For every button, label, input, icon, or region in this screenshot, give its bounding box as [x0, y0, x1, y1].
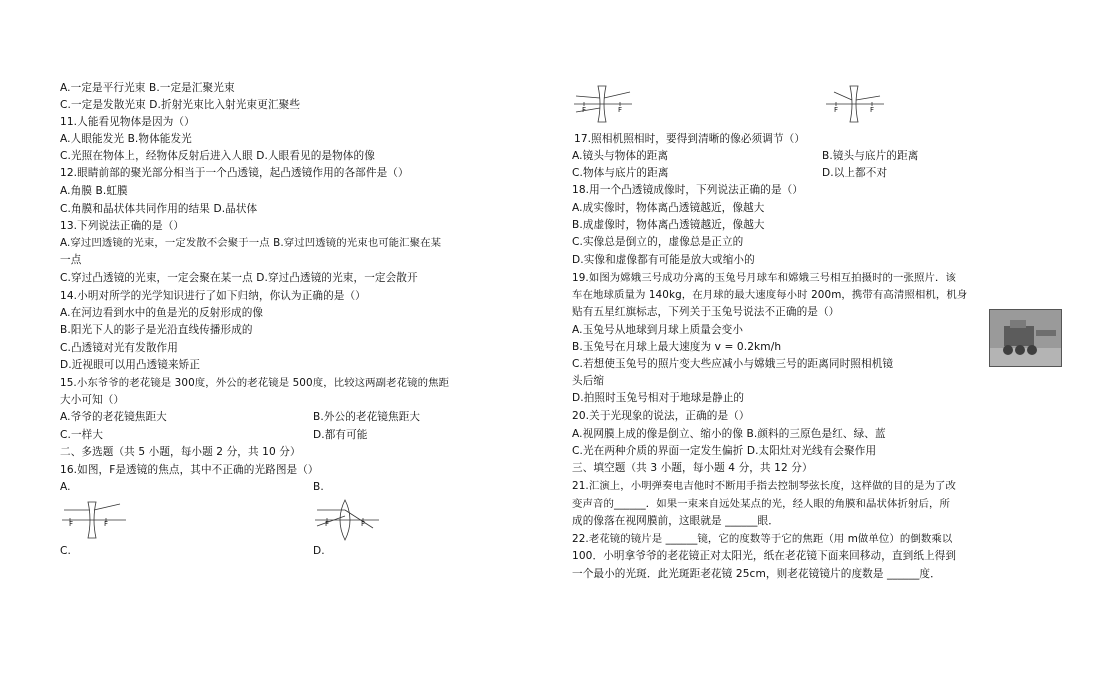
text-line: 贴有五星红旗标志，下列关于玉兔号说法不正确的是（）: [572, 306, 840, 318]
text-line: A.在河边看到水中的鱼是光的反射形成的像: [60, 307, 264, 319]
text-line: C.若想使玉兔号的照片变大些应减小与嫦娥三号的距离同时照相机镜: [572, 358, 894, 370]
section-heading-multiple-choice: 二、多选题（共 5 小题，每小题 2 分，共 10 分）: [60, 446, 301, 458]
focus-label: F: [104, 520, 109, 528]
q15-option-a: A.爷爷的老花镜焦距大: [60, 411, 167, 423]
text-line: A.角膜 B.虹膜: [60, 185, 128, 197]
question-12-stem: 12.眼睛前部的聚光部分相当于一个凸透镜，起凸透镜作用的各部件是（）: [60, 167, 409, 179]
q16-label-a: A.: [60, 481, 71, 493]
text-line: B.玉兔号在月球上最大速度为 v = 0.2km/h: [572, 341, 782, 353]
text-line: A.一定是平行光束 B.一定是汇聚光束: [60, 82, 235, 94]
focus-label: F: [834, 106, 839, 114]
question-18-stem: 18.用一个凸透镜成像时，下列说法正确的是（）: [572, 184, 804, 196]
question-15-stem: 15.小东爷爷的老花镜是 300度，外公的老花镜是 500度，比较这两副老花镜的焦距: [60, 377, 450, 389]
text-line: 大小可知（）: [60, 394, 125, 406]
text-line: 车在地球质量为 140kg，在月球的最大速度每小时 200m，携带有高清照相机，机身: [572, 289, 968, 301]
q16-figure-b: [313, 496, 383, 544]
section-heading-fill-in: 三、填空题（共 3 小题，每小题 4 分，共 12 分）: [572, 462, 813, 474]
text-line: 头后缩: [572, 375, 605, 387]
focus-label: F: [582, 106, 587, 114]
q15-option-b: B.外公的老花镜焦距大: [313, 411, 421, 423]
focus-label: F: [870, 106, 875, 114]
question-14-stem: 14.小明对所学的光学知识进行了如下归纳，你认为正确的是（）: [60, 290, 366, 302]
focus-label: F: [361, 520, 366, 528]
question-22-stem: 22.老花镜的镜片是 ______镜，它的度数等于它的焦距（用 m做单位）的倒数乘以: [572, 533, 953, 545]
q16-figure-d-diagram: [824, 82, 888, 126]
text-line: 100．小明拿爷爷的老花镜正对太阳光，纸在老花镜下面来回移动，直到纸上得到: [572, 550, 957, 562]
text-line: D.拍照时玉兔号相对于地球是静止的: [572, 392, 745, 404]
question-19-stem: 19.如图为嫦娥三号成功分离的玉兔号月球车和嫦娥三号相互拍摄时的一张照片．该: [572, 272, 956, 284]
text-line: A.穿过凹透镜的光束，一定发散不会聚于一点 B.穿过凹透镜的光束也可能汇聚在某: [60, 237, 442, 249]
focus-label: F: [69, 520, 74, 528]
text-line: A.人眼能发光 B.物体能发光: [60, 133, 192, 145]
question-16-stem: 16.如图，F是透镜的焦点，其中不正确的光路图是（）: [60, 464, 319, 476]
text-line: C.凸透镜对光有发散作用: [60, 342, 178, 354]
question-13-stem: 13.下列说法正确的是（）: [60, 220, 185, 232]
q15-option-c: C.一样大: [60, 429, 104, 441]
q15-option-d: D.都有可能: [313, 429, 368, 441]
text-line: C.实像总是倒立的，虚像总是正立的: [572, 236, 744, 248]
rover-photo: [989, 309, 1062, 367]
text-line: C.穿过凸透镜的光束，一定会聚在某一点 D.穿过凸透镜的光束，一定会散开: [60, 272, 418, 284]
q16-label-b: B.: [313, 481, 324, 493]
q17-option-c: C.物体与底片的距离: [572, 167, 669, 179]
text-line: A.成实像时，物体离凸透镜越近，像越大: [572, 202, 765, 214]
text-line: 变声音的______．如果一束来自远处某点的光，经人眼的角膜和晶状体折射后，所: [572, 498, 950, 510]
text-line: 成的像落在视网膜前，这眼就是 ______眼．: [572, 515, 779, 527]
focus-label: F: [325, 520, 330, 528]
question-17-stem: 17.照相机照相时，要得到清晰的像必须调节（）: [574, 133, 806, 145]
q16-figure-a: [60, 496, 130, 544]
text-line: C.光照在物体上，经物体反射后进入人眼 D.人眼看见的是物体的像: [60, 150, 375, 162]
q16-label-c: C.: [60, 545, 71, 557]
question-11-stem: 11.人能看见物体是因为（）: [60, 116, 195, 128]
text-line: C.一定是发散光束 D.折射光束比入射光束更汇聚些: [60, 99, 301, 111]
text-line: D.近视眼可以用凸透镜来矫正: [60, 359, 201, 371]
q17-option-d: D.以上都不对: [822, 167, 888, 179]
text-line: A.玉兔号从地球到月球上质量会变小: [572, 324, 744, 336]
text-line: 一点: [60, 254, 82, 266]
question-20-stem: 20.关于光现象的说法，正确的是（）: [572, 410, 750, 422]
text-line: A.视网膜上成的像是倒立、缩小的像 B.颜料的三原色是红、绿、蓝: [572, 428, 886, 440]
q16-figure-c-diagram: [572, 82, 636, 126]
focus-label: F: [618, 106, 623, 114]
text-line: D.实像和虚像都有可能是放大或缩小的: [572, 254, 755, 266]
q17-option-a: A.镜头与物体的距离: [572, 150, 669, 162]
text-line: B.成虚像时，物体离凸透镜越近，像越大: [572, 219, 765, 231]
q17-option-b: B.镜头与底片的距离: [822, 150, 919, 162]
text-line: B.阳光下人的影子是光沿直线传播形成的: [60, 324, 253, 336]
text-line: C.角膜和晶状体共同作用的结果 D.晶状体: [60, 203, 258, 215]
text-line: 一个最小的光斑．此光斑距老花镜 25cm，则老花镜镜片的度数是 ______度．: [572, 568, 941, 580]
question-21-stem: 21.汇演上，小明弹奏电吉他时不断用手指去控制琴弦长度，这样做的目的是为了改: [572, 480, 956, 492]
q16-label-d: D.: [313, 545, 325, 557]
text-line: C.光在两种介质的界面一定发生偏折 D.太阳灶对光线有会聚作用: [572, 445, 877, 457]
